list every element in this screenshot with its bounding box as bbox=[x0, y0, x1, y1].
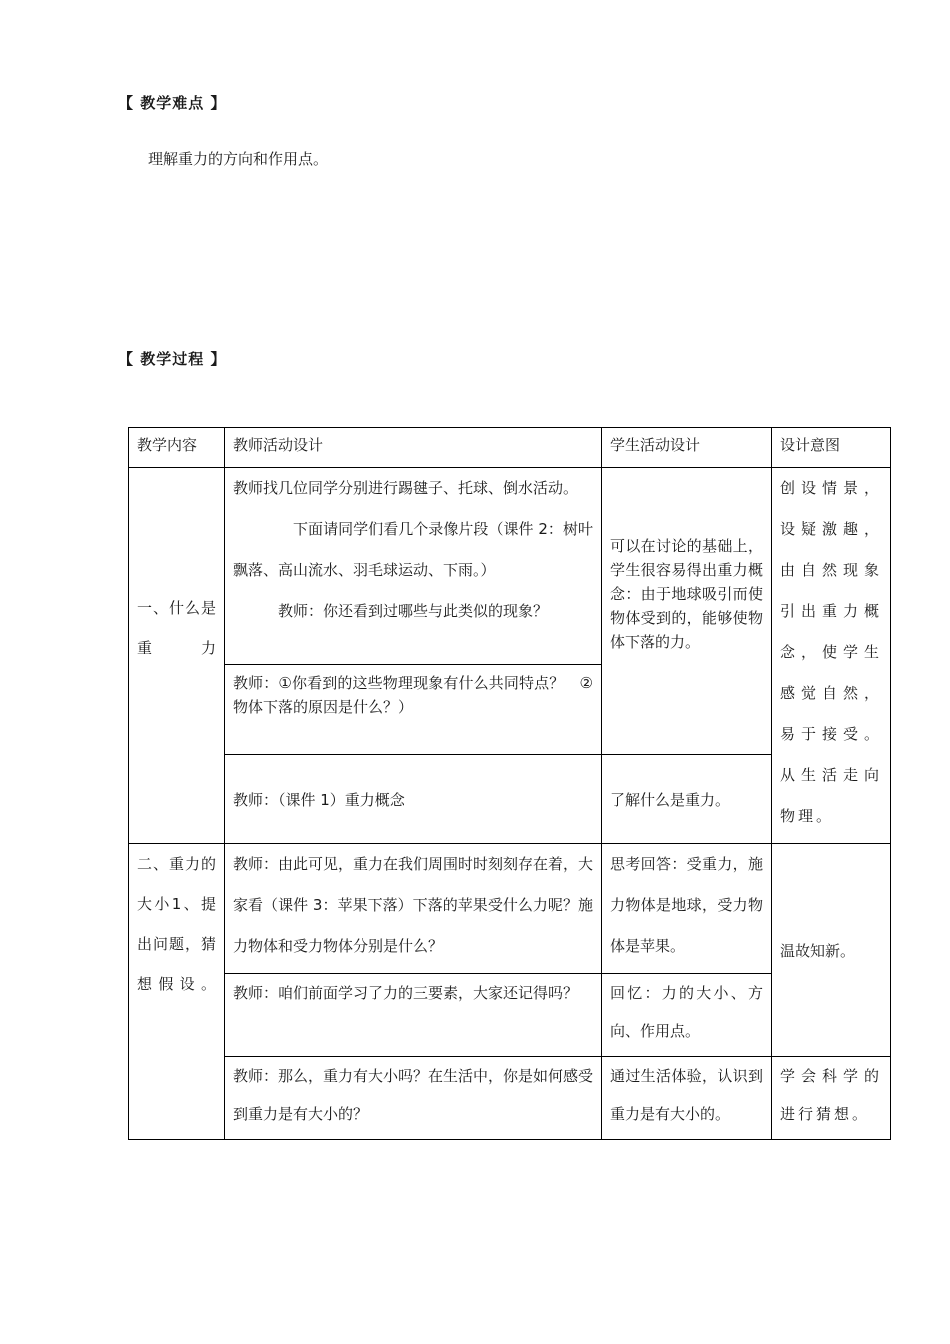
student-activity-4: 思考回答：受重力，施力物体是地球，受力物体是苹果。 bbox=[602, 844, 772, 974]
student-activity-6: 通过生活体验，认识到重力是有大小的。 bbox=[602, 1057, 772, 1140]
header-student: 学生活动设计 bbox=[602, 428, 772, 468]
teacher-activity-3: 教师：（课件 1）重力概念 bbox=[225, 755, 602, 844]
lesson-table bbox=[128, 427, 891, 1140]
teacher-activity-4: 教师：由此可见，重力在我们周围时时刻刻存在着，大家看（课件 3：苹果下落）下落的苹果受什么力呢？施力物体和受力物体分别是什么？ bbox=[225, 844, 602, 974]
difficulty-text: 理解重力的方向和作用点。 bbox=[148, 150, 329, 168]
header-teacher: 教师活动设计 bbox=[225, 428, 602, 468]
table-row bbox=[129, 1057, 891, 1140]
teacher-activity-1b: 下面请同学们看几个录像片段（课件 2：树叶飘落、高山流水、羽毛球运动、下雨。） bbox=[233, 520, 593, 579]
topic-gravity-magnitude: 二、重力的大小1、提出问题，猜想假设。 bbox=[129, 844, 225, 1140]
design-intent-1: 创设情景，设疑激趣，由自然现象引出重力概念，使学生感觉自然，易于接受。从生活走向物理。 bbox=[772, 468, 891, 844]
design-intent-3: 学会科学的进行猜想。 bbox=[772, 1057, 891, 1140]
table-header-row bbox=[129, 428, 891, 468]
teacher-activity-2: 教师：①你看到的这些物理现象有什么共同特点？ ②物体下落的原因是什么？） bbox=[225, 665, 602, 755]
teacher-activity-1 bbox=[225, 468, 602, 665]
teacher-activity-5: 教师：咱们前面学习了力的三要素，大家还记得吗？ bbox=[225, 974, 602, 1057]
header-intent: 设计意图 bbox=[772, 428, 891, 468]
teacher-activity-1c: 教师：你还看到过哪些与此类似的现象？ bbox=[278, 602, 549, 620]
teacher-activity-6: 教师：那么，重力有大小吗？在生活中，你是如何感受到重力是有大小的？ bbox=[225, 1057, 602, 1140]
table-row bbox=[129, 844, 891, 974]
header-content: 教学内容 bbox=[129, 428, 225, 468]
topic-what-is-gravity: 一、什么是重力 bbox=[129, 468, 225, 844]
section-heading-difficulty: 【 教学难点 】 bbox=[118, 94, 227, 112]
student-activity-5: 回忆：力的大小、方向、作用点。 bbox=[602, 974, 772, 1057]
table-row bbox=[129, 468, 891, 665]
design-intent-2: 温故知新。 bbox=[772, 844, 891, 1057]
student-activity-1: 可以在讨论的基础上，学生很容易得出重力概念：由于地球吸引而使物体受到的，能够使物体下落的力。 bbox=[602, 468, 772, 755]
teacher-activity-1a: 教师找几位同学分别进行踢毽子、托球、倒水活动。 bbox=[233, 479, 579, 497]
student-activity-3: 了解什么是重力。 bbox=[602, 755, 772, 844]
section-heading-process: 【 教学过程 】 bbox=[118, 350, 227, 368]
